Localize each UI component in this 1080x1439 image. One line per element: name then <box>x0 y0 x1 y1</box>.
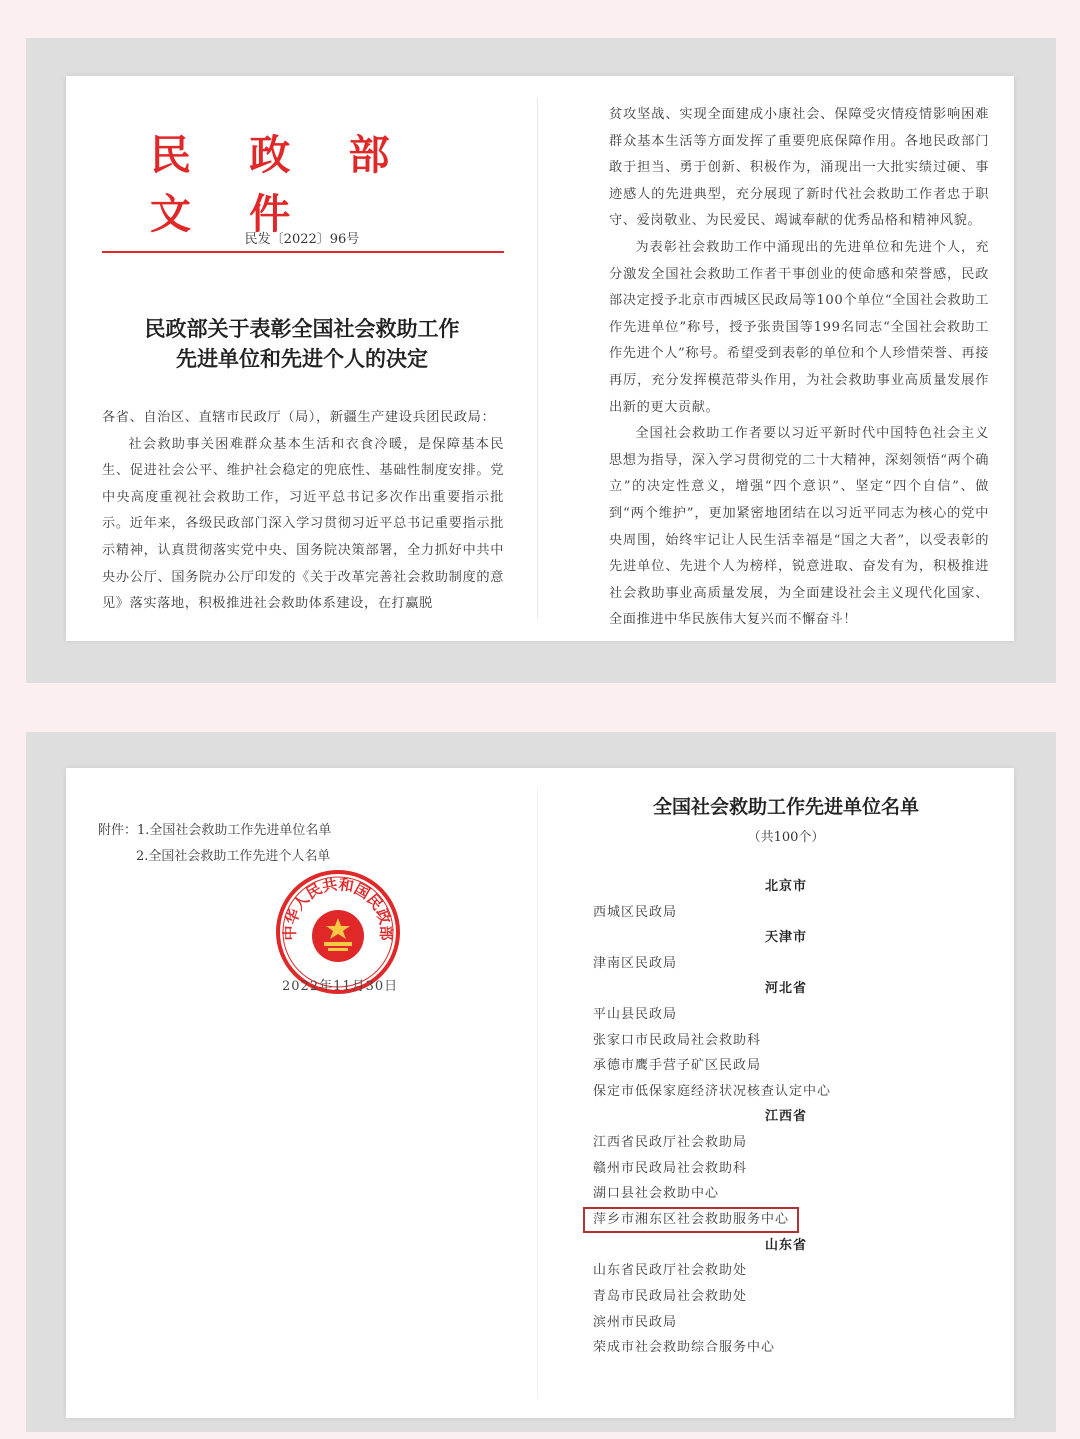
document-number: 民发〔2022〕96号 <box>244 232 360 247</box>
body-paragraph: 社会救助事关困难群众基本生活和衣食冷暖，是保障基本民生、促进社会公平、维护社会稳定的兜底性、基础性制度安排。党中央高度重视社会救助工作，习近平总书记多次作出重要指示批示。近年来，各级民政部门深入学习贯彻习近平总书记重要指示批示精神，认真贯彻落实党中央、国务院决策部署，全力抓好中共中央办公厅、国务院办公厅印发的《关于改革完善社会救助制度的意见》落实落地，积极推进社会救助体系建设，在打赢脱 <box>102 436 504 612</box>
attachment-2: 2.全国社会救助工作先进个人名单 <box>136 849 331 864</box>
body-paragraph: 贫攻坚战、实现全面建成小康社会、保障受灾情疫情影响困难群众基本生活等方面发挥了重要兜底保障作用。各地民政部门敢于担当、勇于创新、积极作为，涌现出一大批实绩过硬、事迹感人的先进典型，充分展现了新时代社会救助工作者忠于职守、爱岗敬业、为民爱民、竭诚奉献的优秀品格和精神风貌。 <box>609 107 989 229</box>
list-item: 赣州市民政局社会救助科 <box>593 1160 748 1176</box>
document-page-1 <box>66 76 1014 641</box>
issue-date: 2022年11月30日 <box>282 979 399 994</box>
list-item: 平山县民政局 <box>593 1006 678 1022</box>
list-item: 张家口市民政局社会救助科 <box>593 1032 762 1048</box>
list-item: 保定市低保家庭经济状况核查认定中心 <box>593 1083 832 1099</box>
list-item: 江西省民政厅社会救助局 <box>593 1134 748 1150</box>
highlighted-list-item <box>593 1207 953 1233</box>
body-right-column <box>609 102 989 634</box>
unit-list <box>593 874 953 1361</box>
province-heading: 河北省 <box>765 981 808 997</box>
document-title <box>106 314 498 374</box>
document-page-2 <box>66 768 1014 1418</box>
attachment-1: 附件：1.全国社会救助工作先进单位名单 <box>98 823 332 838</box>
document-masthead: 民 政 部 文 件 <box>150 131 412 238</box>
highlight-box: 萍乡市湘东区社会救助服务中心 <box>583 1207 799 1233</box>
list-item: 滨州市民政局 <box>593 1314 678 1330</box>
red-divider <box>102 251 504 253</box>
title-line-1: 民政部关于表彰全国社会救助工作 <box>144 316 460 341</box>
attachments <box>98 818 331 870</box>
province-heading: 天津市 <box>765 930 808 946</box>
list-item: 山东省民政厅社会救助处 <box>593 1263 748 1279</box>
body-paragraph: 为表彰社会救助工作中涌现出的先进单位和先进个人，充分激发全国社会救助工作者干事创业的使命感和荣誉感，民政部决定授予北京市西城区民政局等100个单位“全国社会救助工作先进单位”称号，授予张贵国等199名同志“全国社会救助工作先进个人”称号。希望受到表彰的单位和个人珍惜荣誉、再接再厉，充分发挥模范带头作用，为社会救助事业高质量发展作出新的更大贡献。 <box>609 239 989 415</box>
list-count: （共100个） <box>747 830 825 845</box>
svg-text:中华人民共和国民政部: 中华人民共和国民政部 <box>280 875 396 941</box>
province-heading: 江西省 <box>765 1109 808 1125</box>
body-left-column <box>102 405 504 618</box>
page-fold <box>537 788 538 1398</box>
list-item: 荣成市社会救助综合服务中心 <box>593 1340 776 1356</box>
province-heading: 山东省 <box>765 1237 808 1253</box>
salutation: 各省、自治区、直辖市民政厅（局），新疆生产建设兵团民政局： <box>102 410 496 425</box>
title-line-2: 先进单位和先进个人的决定 <box>176 346 428 371</box>
list-title: 全国社会救助工作先进单位名单 <box>652 796 919 818</box>
list-item: 西城区民政局 <box>593 904 678 920</box>
province-heading: 北京市 <box>765 879 808 894</box>
list-item: 津南区民政局 <box>593 955 678 971</box>
list-item: 青岛市民政局社会救助处 <box>593 1288 748 1304</box>
page-fold <box>537 98 538 619</box>
list-item: 湖口县社会救助中心 <box>593 1186 720 1202</box>
body-paragraph: 全国社会救助工作者要以习近平新时代中国特色社会主义思想为指导，深入学习贯彻党的二十大精神，深刻领悟“两个确立”的决定性意义，增强“四个意识”、坚定“四个自信”、做到“两个维护”，更加紧密地团结在以习近平同志为核心的党中央周围，始终牢记让人民生活幸福是“国之大者”，以受表彰的先进单位、先进个人为榜样，锐意进取、奋发有为，积极推进社会救助事业高质量发展，为全面建设社会主义现代化国家、全面推进中华民族伟大复兴而不懈奋斗！ <box>609 426 989 628</box>
list-item: 承德市鹰手营子矿区民政局 <box>593 1058 762 1074</box>
